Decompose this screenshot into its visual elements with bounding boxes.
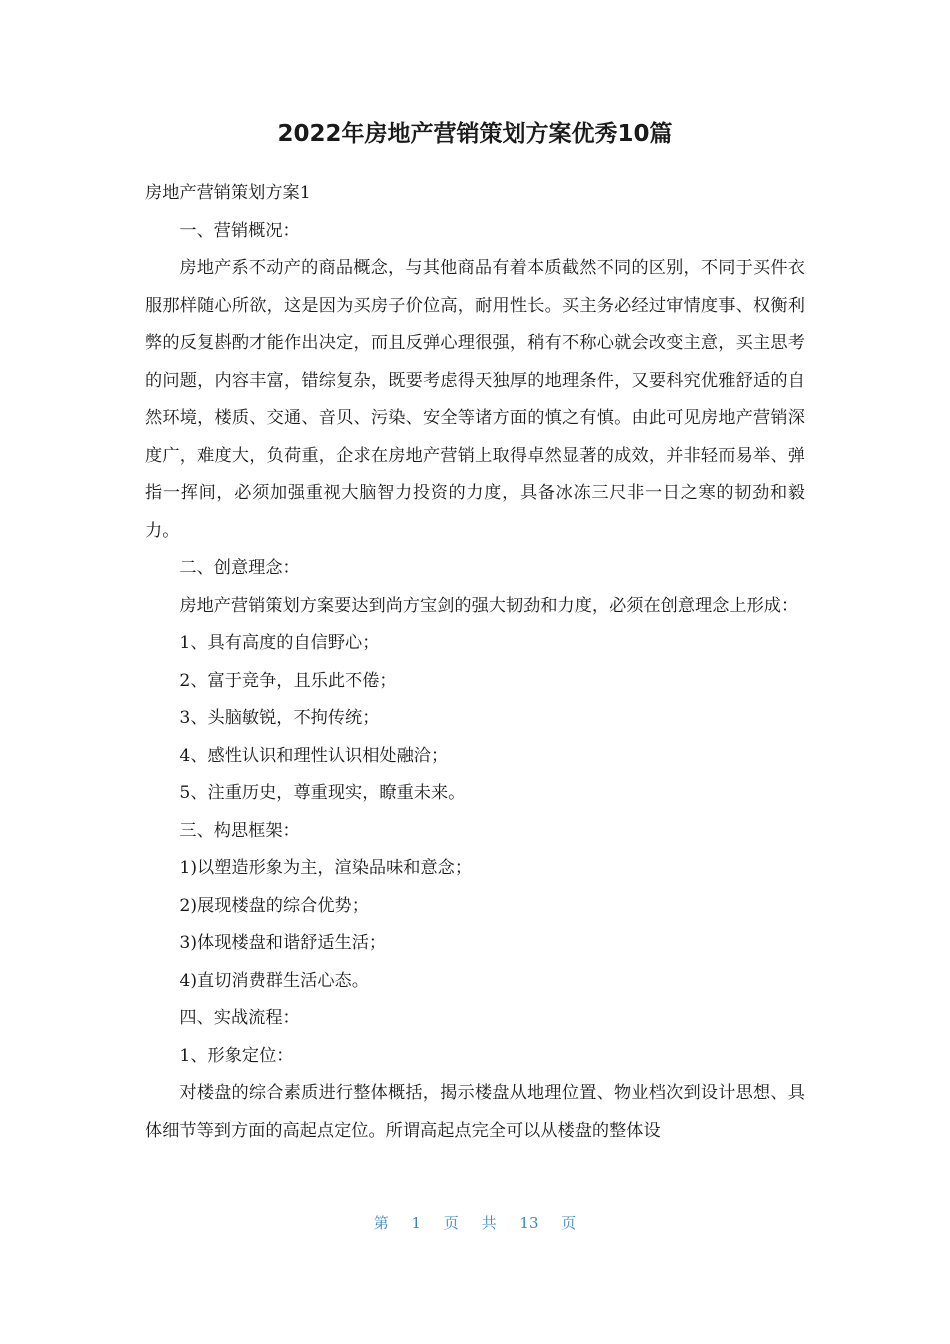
- paragraph: 三、构思框架：: [179, 820, 300, 841]
- paragraph: 2)展现楼盘的综合优势；: [179, 895, 369, 916]
- paragraph: 4、感性认识和理性认识相处融洽；: [179, 745, 449, 766]
- footer-total-pages: 13: [519, 1214, 539, 1232]
- paragraph: 5、注重历史，尊重现实，瞭重未来。: [179, 783, 466, 803]
- paragraph: 四、实战流程：: [179, 1008, 300, 1028]
- page-footer: [0, 1210, 950, 1236]
- document-title: 2022年房地产营销策划方案优秀10篇: [277, 121, 673, 147]
- paragraph: 房地产系不动产的商品概念，与其他商品有着本质截然不同的区别，不同于买件衣服那样随心所欲，这是因为买房子价位高，耐用性长。买主务必经过审情度事、权衡利弊的反复斟酌才能作出决定，而且反弹心理很强，稍有不称心就会改变主意，买主思考的问题，内容丰富，错综复杂，既要考虑得天独厚的地理条件，又要科究优雅舒适的自然环境，楼质、交通、音贝、污染、安全等诸方面的慎之有慎。由此可见房地产营销深度广，难度大，负荷重，企求在房地产营销上取得卓然显著的成效，并非轻而易举、弹指一挥间，必须加强重视大脑智力投资的力度，具备冰冻三尺非一日之寒的韧劲和毅力。: [145, 258, 805, 541]
- paragraph: 对楼盘的综合素质进行整体概括，揭示楼盘从地理位置、物业档次到设计思想、具体细节等到方面的高起点定位。所谓高起点完全可以从楼盘的整体设: [145, 1083, 805, 1141]
- paragraph: 1、形象定位：: [179, 1045, 294, 1066]
- paragraph: 1)以塑造形象为主，渲染品味和意念；: [179, 858, 473, 878]
- footer-page-unit: 页: [443, 1214, 459, 1232]
- paragraph: 1、具有高度的自信野心；: [179, 633, 380, 653]
- footer-total-unit: 页: [561, 1214, 577, 1232]
- paragraph: 3、头脑敏锐，不拘传统；: [179, 708, 380, 728]
- footer-total-label: 共: [481, 1214, 497, 1232]
- paragraph: 二、创意理念：: [179, 558, 300, 578]
- paragraph: 4)直切消费群生活心态。: [179, 970, 369, 991]
- paragraph: 2、富于竞争，且乐此不倦；: [179, 670, 397, 691]
- paragraph: 房地产营销策划方案要达到尚方宝剑的强大韧劲和力度，必须在创意理念上形成：: [179, 595, 799, 616]
- paragraph: 房地产营销策划方案1: [145, 183, 311, 203]
- footer-page-label: 第: [373, 1214, 389, 1232]
- paragraph: 3)体现楼盘和谐舒适生活；: [179, 933, 387, 953]
- footer-current-page: 1: [411, 1214, 422, 1232]
- document-body: [145, 175, 805, 1150]
- paragraph: 一、营销概况：: [179, 220, 300, 241]
